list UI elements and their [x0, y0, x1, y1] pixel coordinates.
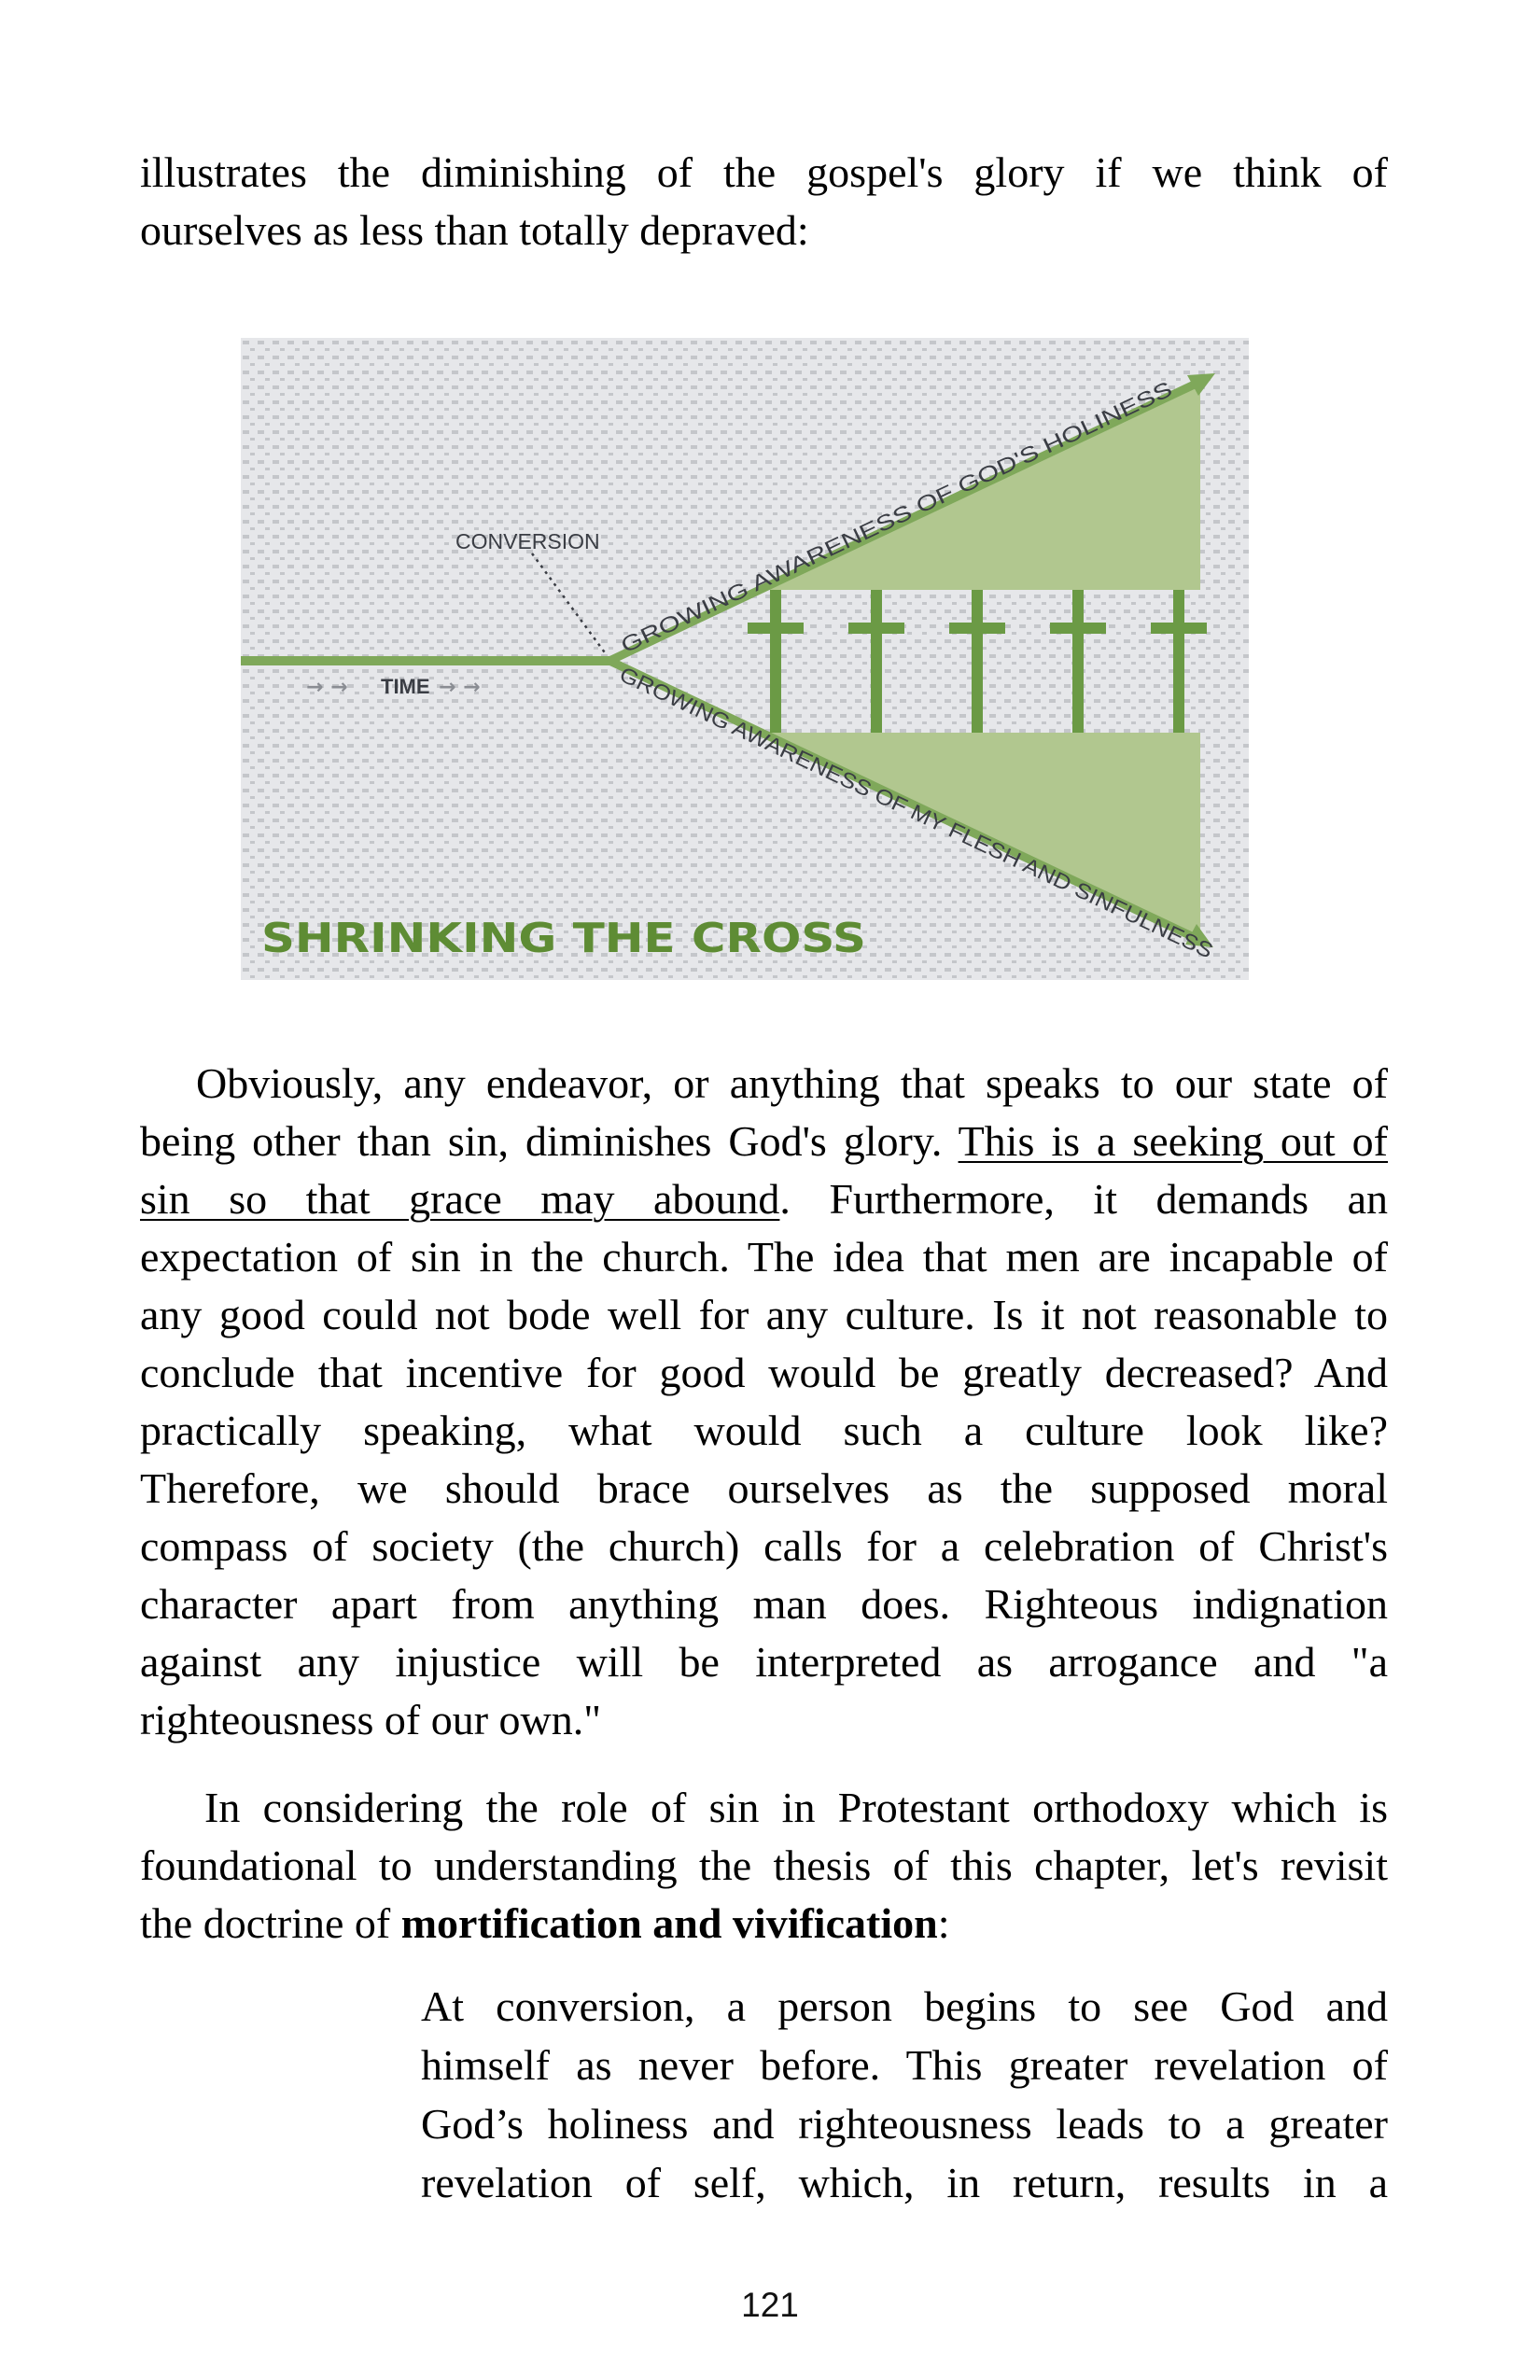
text-segment: In considering the role of sin in Protestant orthodoxy which is	[204, 1784, 1388, 1831]
text-line	[140, 1633, 1388, 1691]
text-segment: . Furthermore, it demands an	[779, 1175, 1388, 1223]
text-line	[421, 2153, 1388, 2212]
bold-text: mortification and vivification	[400, 1899, 938, 1947]
text-line	[140, 1575, 1388, 1633]
text-line	[421, 2094, 1388, 2153]
shrinking-the-cross-diagram	[241, 338, 1249, 980]
cross-beam	[1151, 623, 1207, 634]
time-arrows-left-icon: → →	[306, 676, 348, 699]
cross-upright	[1173, 590, 1184, 733]
text-segment: himself as never before. This greater revelation of	[421, 2041, 1388, 2089]
page-number: 121	[741, 2286, 799, 2324]
conversion-label: CONVERSION	[455, 529, 600, 553]
cross-beam	[1050, 623, 1106, 634]
text-segment: compass of society (the church) calls for a celebration of Christ's	[140, 1522, 1388, 1570]
intro-paragraph	[140, 144, 1388, 259]
text-line	[140, 202, 1388, 259]
time-label: TIME	[381, 675, 430, 698]
text-line	[140, 1518, 1388, 1575]
text-segment: illustrates the diminishing of the gospel's glory if we think of	[140, 148, 1388, 196]
text-line	[140, 1055, 1388, 1113]
cross-beam	[748, 623, 804, 634]
text-segment: against any injustice will be interpreted as arrogance and "a	[140, 1638, 1388, 1686]
text-line	[421, 1977, 1388, 2036]
cross-upright	[871, 590, 882, 733]
text-line	[140, 144, 1388, 202]
diagram-svg	[241, 338, 1249, 980]
text-segment: the doctrine of	[140, 1899, 401, 1947]
text-line	[140, 1779, 1388, 1837]
diagram-title: SHRINKING THE CROSS	[261, 915, 866, 962]
text-line	[140, 1691, 1388, 1749]
text-segment: character apart from anything man does. Righteous indignation	[140, 1580, 1388, 1628]
text-line	[140, 1344, 1388, 1402]
text-line	[140, 1228, 1388, 1286]
text-segment: conclude that incentive for good would be greatly decreased? And	[140, 1349, 1388, 1396]
block-quote	[421, 1977, 1388, 2212]
text-line	[140, 1837, 1388, 1895]
text-segment: foundational to understanding the thesis of this chapter, let's revisit	[140, 1841, 1388, 1889]
text-line	[140, 1460, 1388, 1518]
text-segment: practically speaking, what would such a culture look like?	[140, 1407, 1388, 1454]
body-paragraph-mortification	[140, 1779, 1388, 1953]
text-segment: righteousness of our own."	[140, 1696, 602, 1743]
text-line	[140, 1402, 1388, 1460]
text-segment: revelation of self, which, in return, results in a	[421, 2159, 1388, 2206]
text-line	[421, 2036, 1388, 2094]
text-line	[140, 1895, 1388, 1953]
cross-upright	[1072, 590, 1084, 733]
holiness-axis-label: GROWING AWARENESS OF GOD'S HOLINESS	[617, 434, 1054, 658]
text-segment: expectation of sin in the church. The idea that men are incapable of	[140, 1233, 1388, 1281]
text-segment: Obviously, any endeavor, or anything that speaks to our state of	[196, 1059, 1388, 1107]
sinfulness-axis-label: GROWING AWARENESS OF MY FLESH AND SINFULNESS	[615, 662, 1157, 935]
text-line	[140, 1286, 1388, 1344]
text-segment: Therefore, we should brace ourselves as the supposed moral	[140, 1464, 1388, 1512]
text-segment: any good could not bode well for any culture. Is it not reasonable to	[140, 1291, 1388, 1338]
text-segment: :	[937, 1899, 950, 1947]
cross-upright	[770, 590, 781, 733]
text-segment: being other than sin, diminishes God's glory.	[140, 1117, 959, 1165]
underlined-text: sin so that grace may abound	[140, 1175, 780, 1223]
underlined-text: This is a seeking out of	[958, 1117, 1389, 1165]
cross-beam	[949, 623, 1005, 634]
text-segment: At conversion, a person begins to see God and	[421, 1982, 1388, 2030]
text-line	[140, 1113, 1388, 1170]
cross-upright	[972, 590, 983, 733]
cross-beam	[848, 623, 904, 634]
body-paragraph-sin	[140, 1055, 1388, 1749]
text-line	[140, 1170, 1388, 1228]
time-arrows-right-icon: → →	[439, 676, 481, 699]
text-segment: God’s holiness and righteousness leads to a greater	[421, 2100, 1388, 2148]
text-segment: ourselves as less than totally depraved:	[140, 206, 809, 254]
